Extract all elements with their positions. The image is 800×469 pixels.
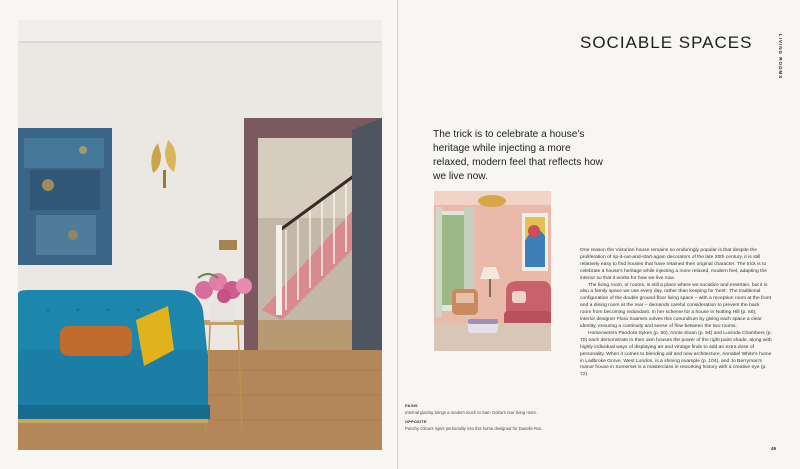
- light-switch: [219, 240, 237, 250]
- pink-living-room-illustration: [434, 191, 551, 351]
- living-room-illustration: [18, 20, 382, 450]
- caption-label: OPPOSITE: [405, 420, 427, 424]
- running-head: LIVING ROOMS: [778, 34, 783, 80]
- caption-text: Punchy colours inject personality into this home designed for Danelle Rus.: [405, 425, 543, 431]
- left-page: [0, 0, 398, 469]
- body-paragraph: The living room, or rooms, is still a place where we socialize and entertain, but it is also a family space we use every day, rather than keeping for 'best'. The traditional configuration of the double ground-floor living space – with a reception room at the front and a dining room at the rear – demands careful consideration to prevent the back room from becoming redundant. In her scheme for a house in Notting Hill (p. 60), interior designer Flora Soames solves this conundrum by giving each space a clear identity, ensuring a continuity and sense of flow between the two rooms.: [580, 282, 772, 329]
- caption-text: Internal glazing brings a modern touch to Sam Goiba's rear living room.: [405, 409, 538, 415]
- caption-label: PAINS: [405, 404, 418, 408]
- pull-quote: The trick is to celebrate a house's heritage while injecting a more relaxed, modern feel that reflects how we live now.: [433, 129, 603, 182]
- caption-opposite: [405, 420, 545, 431]
- body-text: [580, 248, 772, 379]
- living-room-photo: [18, 20, 382, 450]
- orange-cushion: [60, 326, 132, 356]
- pink-living-room-photo: [434, 191, 551, 351]
- abstract-painting: [18, 128, 112, 265]
- body-paragraph: Homeowners Pandora Sykes (p. 50), Annie Sloan (p. 54) and Lucinda Chambers (p. 70) each demonstrate in their own houses the power of the right paint shade, along with highly individual ways of displaying art and vintage finds to add an extra dose of personality. When it comes to blending old and new architecture, Annabel White's home in Ladbroke Grove, West London, is a shining example (p. 104), and Jo Berryman's manor house in Somerset is a masterclass in reworking history with a creative eye (p. 72).: [580, 330, 772, 378]
- caption-left: [405, 404, 545, 415]
- body-paragraph: One reason the Victorian house remains so enduringly popular is that despite the proliferation of rip-it-out-and-start-again decorators of the late 20th century, it is still relatively easy to find houses that have retained their original character. The trick is to celebrate a house's heritage while injecting a more relaxed, modern feel, adapting the interior so that it works for how we live now.: [580, 248, 768, 281]
- page-number: 49: [771, 446, 777, 451]
- section-title: SOCIABLE SPACES: [580, 33, 753, 52]
- blue-velvet-sofa: [18, 290, 210, 440]
